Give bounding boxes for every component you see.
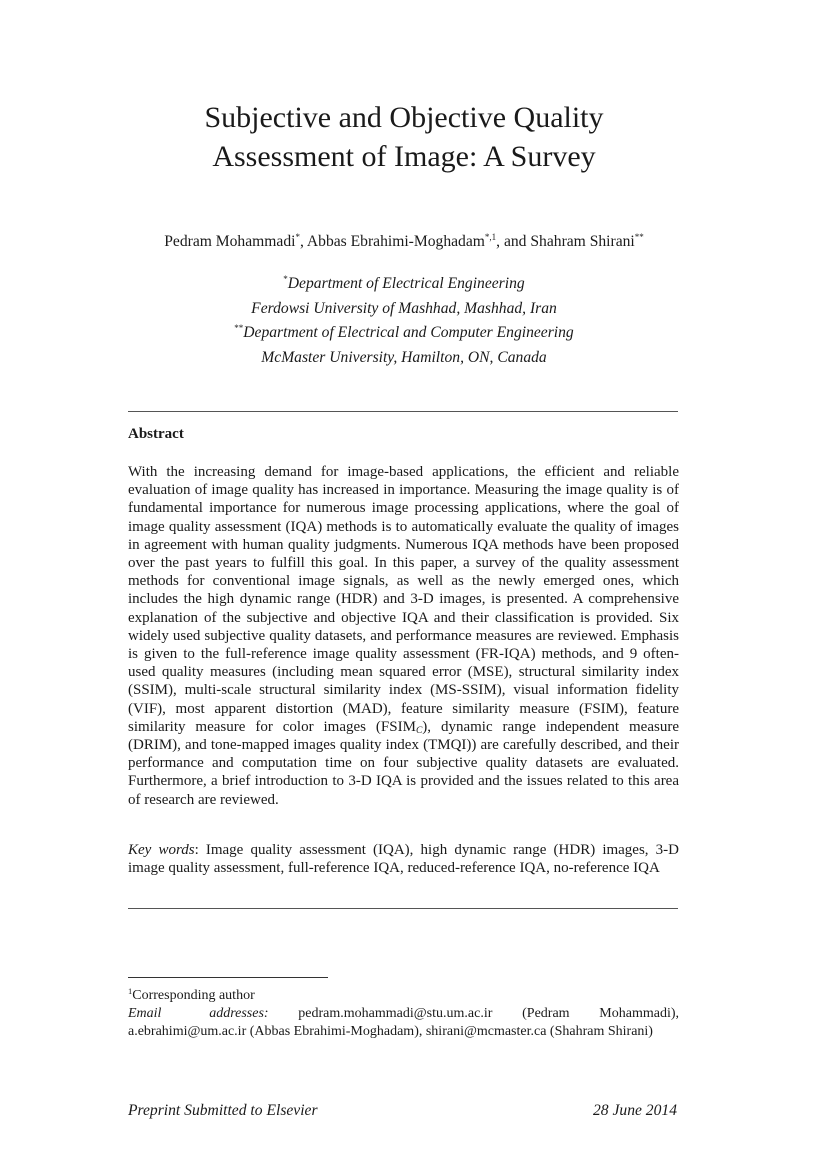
- email-label: Email addresses:: [128, 1006, 269, 1021]
- paper-title: [0, 98, 808, 176]
- abstract-text-part: ), dynamic range independent measure (DRIM), and tone-mapped images quality index (TMQI)) are carefully described, and their performance and computation time on four subjective quality datasets are evaluated. Furthermore, a brief introduction to 3-D IQA is provided and the issues related to this area of research are reviewed.: [128, 718, 679, 808]
- keywords: [128, 841, 679, 877]
- affiliation-department: Department of Electrical and Computer Engineering: [243, 324, 574, 341]
- affiliation-mark: *: [283, 274, 288, 284]
- affiliations: [0, 272, 808, 370]
- keywords-text: : Image quality assessment (IQA), high dynamic range (HDR) images, 3-D image quality assessment, full-reference IQA, reduced-reference IQA, no-reference IQA: [128, 842, 680, 877]
- affiliation-line: McMaster University, Hamilton, ON, Canada: [261, 348, 547, 366]
- abstract-text-part: With the increasing demand for image-based applications, the efficient and reliable evaluation of image quality has increased in importance. Measuring the image quality is of fundamental importance for numerous image processing applications, where the goal of image quality assessment (IQA) methods is to automatically evaluate the quality of images in agreement with human quality judgments. Numerous IQA methods have been proposed over the past years to fulfill this goal. In this paper, a survey of the quality assessment methods for conventional image signals, as well as the newly emerged ones, which includes the high dynamic range (HDR) and 3-D images, is presented. A comprehensive explanation of the subjective and objective IQA and their classification is provided. Six widely used subjective quality datasets, and performance measures are reviewed. Emphasis is given to the full-reference image quality assessment (FR-IQA) methods, and 9 often-used quality measures (including mean squared error (MSE), structural similarity index (SSIM), multi-scale structural similarity index (MS-SSIM), visual information fidelity (VIF), most apparent distortion (MAD), feature similarity measure (FSIM), feature similarity measure for color images (FSIM: [128, 464, 679, 735]
- footer-preprint: Preprint Submitted to Elsevier: [128, 1102, 318, 1119]
- author-mark: *,1: [484, 232, 497, 242]
- affiliation-line: [0, 272, 808, 297]
- author-list: [0, 232, 808, 252]
- affiliation-department: Department of Electrical Engineering: [287, 275, 525, 292]
- footnote-rule: [128, 977, 328, 978]
- author-separator: ,: [299, 233, 307, 250]
- title-line-1: Subjective and Objective Quality: [204, 101, 604, 134]
- section-divider-bottom: [128, 908, 678, 909]
- affiliation-line: [0, 321, 808, 346]
- author-separator: , and: [496, 233, 531, 250]
- author-mark: *: [295, 232, 300, 242]
- author-name: Pedram Mohammadi: [164, 233, 296, 250]
- email-text: pedram.mohammadi@stu.um.ac.ir (Pedram Mohammadi), a.ebrahimi@um.ac.ir (Abbas Ebrahimi-Moghadam), shirani@mcmaster.ca (Shahram Shirani): [128, 1006, 680, 1039]
- affiliation-mark: **: [234, 323, 244, 333]
- author-name: Abbas Ebrahimi-Moghadam: [306, 233, 485, 250]
- author-mark: **: [634, 232, 644, 242]
- abstract-subscript: C: [415, 725, 423, 736]
- footnote: [128, 987, 679, 1041]
- footnote-mark: 1: [128, 986, 133, 996]
- section-divider-top: [128, 411, 678, 412]
- author-name: Shahram Shirani: [530, 233, 635, 250]
- keywords-label: Key words: [128, 842, 195, 858]
- footer-date: 28 June 2014: [592, 1102, 677, 1119]
- footnote-corresponding: [128, 987, 679, 1005]
- affiliation-line: Ferdowsi University of Mashhad, Mashhad, Iran: [251, 299, 557, 317]
- footnote-emails: [128, 1005, 679, 1041]
- abstract-text: [128, 463, 679, 809]
- title-line-2: Assessment of Image: A Survey: [212, 140, 596, 173]
- footnote-corresponding-text: Corresponding author: [132, 988, 255, 1003]
- abstract-heading: Abstract: [128, 426, 184, 442]
